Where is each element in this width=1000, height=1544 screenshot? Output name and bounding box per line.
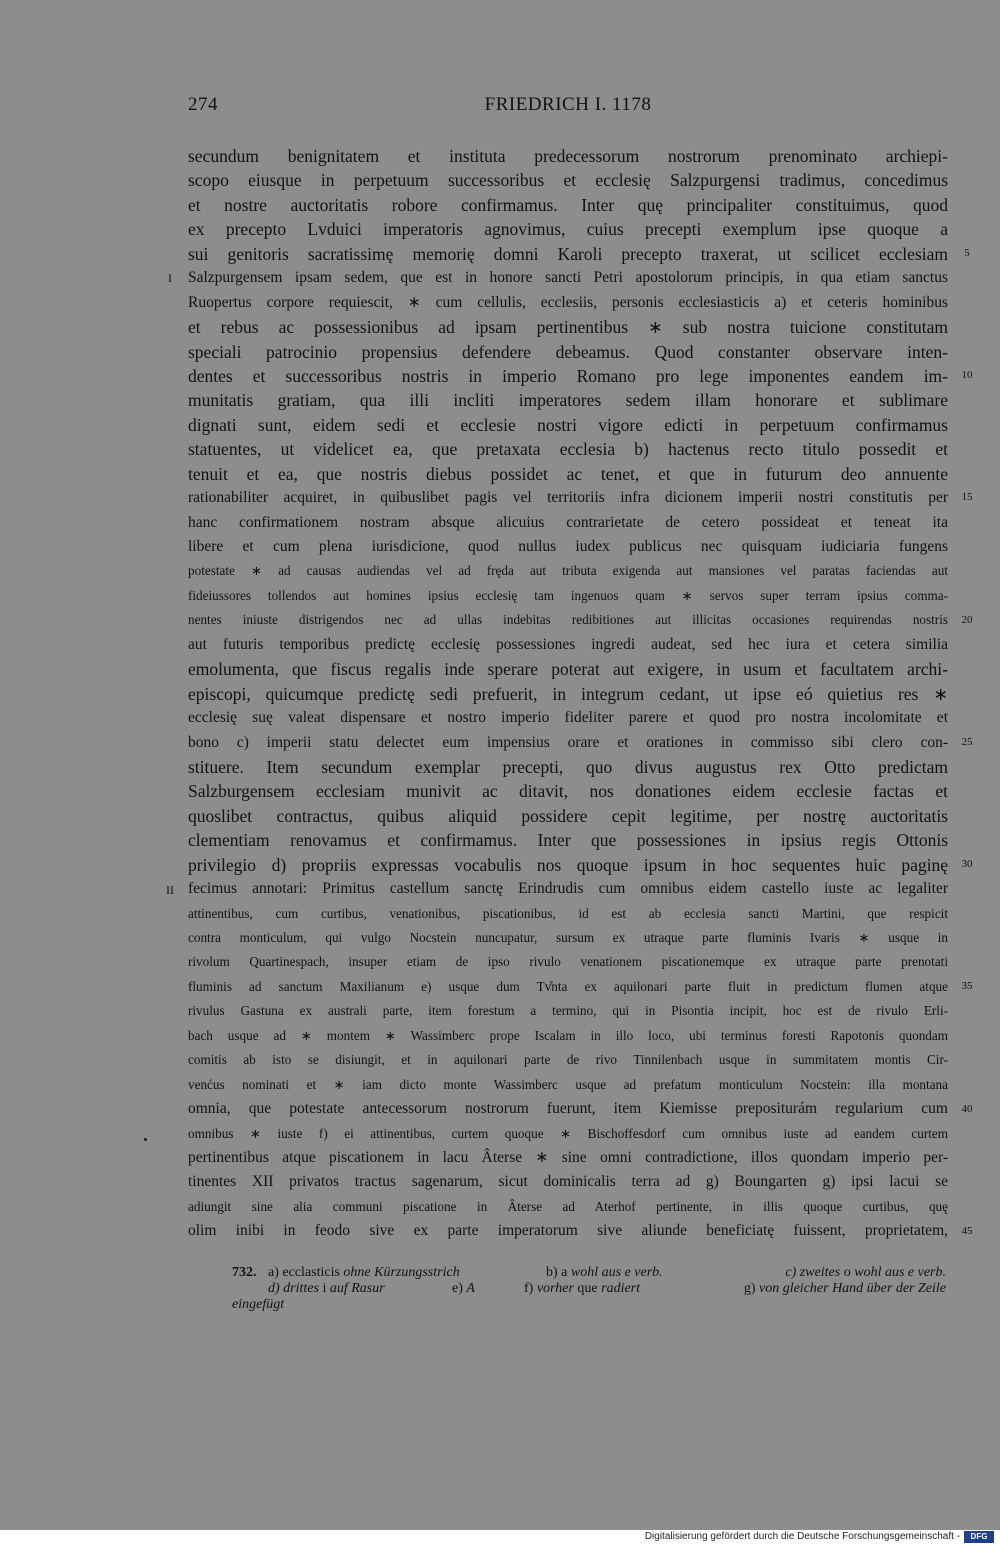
footnote-number: 732. bbox=[232, 1265, 257, 1280]
line-number: 35 bbox=[961, 980, 973, 993]
text-line: ex precepto Lvduici imperatoris agnovimus, cuius precepti exemplum ipse quoque a bbox=[188, 219, 948, 240]
text-line: fluminis ad sanctum Maxilianum e) usque dum Tv̊nta ex aquilonari parte fluit in predictum flumen atque bbox=[188, 978, 948, 994]
footnote-b: b) a wohl aus e verb. bbox=[546, 1265, 663, 1280]
text-line: nentes iniuste distrigendos nec ad ullas indebitas redibitiones aut illicitas occasiones requirendas nostris bbox=[188, 612, 948, 628]
text-line: sui genitoris sacratissimę memorię domni Karoli precepto traxerat, ut scilicet ecclesiam bbox=[188, 243, 948, 264]
text-line: dignati sunt, eidem sedi et ecclesie nostri vigore edicti in perpetuum confirmamus bbox=[188, 414, 948, 435]
text-line: olim inibi in feodo sive ex parte imperatorum sive aliunde beneficiatę fuissent, proprietatem, bbox=[188, 1222, 948, 1240]
text-line: contra monticulum, qui vulgo Nocstein nuncupatur, sursum ex utraque parte fluminis Ivaris ∗ usque in bbox=[188, 930, 948, 945]
text-line: episcopi, quicumque predictę sedi prefuerit, in integrum cedant, ut ipse eó quietius res ∗ bbox=[188, 683, 948, 704]
ink-speck bbox=[144, 1138, 147, 1141]
text-line: Salzpurgensem ipsam sedem, que est in honore sancti Petri apostolorum principis, in qua etiam sanctus bbox=[188, 269, 948, 287]
footnotes bbox=[232, 1265, 946, 1313]
text-line: scopo eiusque in perpetuum successoribus et ecclesię Salzpurgensi tradimus, concedimus bbox=[188, 170, 948, 191]
text-line: ecclesię suę valeat dispensare et nostro imperio fideliter parere et quod pro nostra incolomitate et bbox=[188, 709, 948, 727]
footnote-e: e) A bbox=[452, 1281, 475, 1296]
text-line: bono c) imperii statu delectet eum impensius orare et orationes in commisso sibi clero con- bbox=[188, 733, 948, 751]
footnote-c: c) zweites o wohl aus e verb. bbox=[785, 1265, 946, 1280]
text-line: munitatis gratiam, qua illi incliti imperatores sedem illam honorare et sublimare bbox=[188, 390, 948, 411]
page-number: 274 bbox=[188, 94, 218, 115]
text-line: fideiussores tollendos aut homines ipsius ecclesię tam ingenuos quam ∗ servos super terram ipsius comma- bbox=[188, 587, 948, 603]
text-line: secundum benignitatem et instituta predecessorum nostrorum prenominato archiepi- bbox=[188, 146, 948, 166]
text-line: attinentibus, cum curtibus, venationibus, piscationibus, id est ab ecclesia sancti Martini, que respicit bbox=[188, 905, 948, 921]
text-line: fecimus annotari: Primitus castellum sanctę Erindrudis cum omnibus eidem castello iuste ac legaliter bbox=[188, 880, 948, 898]
text-line: speciali patrocinio propensius defendere debeamus. Quod constanter observare inten- bbox=[188, 341, 948, 362]
line-number: 40 bbox=[961, 1102, 973, 1115]
footnote-row-3 bbox=[232, 1297, 946, 1313]
text-line: emolumenta, que fiscus regalis inde sperare poterat aut exigere, in usum et facultatem archi- bbox=[188, 659, 948, 680]
section-marker: I bbox=[168, 271, 172, 286]
funding-notice: Digitalisierung gefördert durch die Deutsche Forschungsgemeinschaft - bbox=[644, 1531, 960, 1542]
text-line: Ruopertus corpore requiescit, ∗ cum cellulis, ecclesiis, personis ecclesiasticis a) et ceteris hominibus bbox=[188, 293, 948, 311]
footnote-row-1 bbox=[232, 1265, 946, 1281]
footnote-f: f) vorher que radiert bbox=[524, 1281, 641, 1296]
text-line: adiungit sine alia communi piscatione in Âterse ad Aterhof pertinente, in illis quoque curtibus, quę bbox=[188, 1198, 948, 1214]
footnote-a: a) ecclasticis ohne Kürzungsstrich bbox=[268, 1265, 460, 1280]
charter-text bbox=[188, 144, 948, 1244]
running-title: FRIEDRICH I. 1178 bbox=[484, 94, 652, 115]
text-line: comitis ab isto se disiungit, et in aquilonari parte de rivo Tinnilenbach usque in summitatem montis Cir- bbox=[188, 1052, 948, 1068]
footnote-row-2 bbox=[232, 1281, 946, 1297]
text-line: tenuit et ea, que nostris diebus possidet ac tenet, et que in futurum deo annuente bbox=[188, 463, 948, 484]
text-line: venćus nominati et ∗ iam dicto monte Wassimberc usque ad prefatum monticulum Nocstein: illa montana bbox=[188, 1076, 948, 1092]
text-line: omnibus ∗ iuste f) ei attinentibus, curtem quoque ∗ Bischoffesdorf cum omnibus iuste ad eandem curtem bbox=[188, 1125, 948, 1141]
text-line: privilegio d) propriis expressas vocabulis nos quoque ipsum in hoc sequentes huic paginę bbox=[188, 854, 948, 875]
footnote-g-continued: eingefügt bbox=[232, 1297, 285, 1312]
text-line: bach usque ad ∗ montem ∗ Wassimberc prope Iscalam in illo loco, ubi terminus foresti Rapotonis quondam bbox=[188, 1027, 948, 1043]
text-line: rivulus Gastuna ex australi parte, item forestum a termino, qui in Pisontia incipit, hoc est de rivulo Erli- bbox=[188, 1003, 948, 1019]
text-line: dentes et successoribus nostris in imperio Romano pro lege imponentes eandem im- bbox=[188, 365, 948, 386]
dfg-logo: DFG bbox=[964, 1531, 994, 1543]
text-line: omnia, que potestate antecessorum nostrorum fuerunt, item Kiemisse prepositurám regularium cum bbox=[188, 1100, 948, 1118]
text-line: hanc confirmationem nostram absque alicuius contrarietate de cetero possideat et teneat ita bbox=[188, 513, 948, 531]
section-marker: II bbox=[166, 882, 174, 897]
line-number: 25 bbox=[961, 735, 973, 748]
text-line: pertinentibus atque piscationem in lacu Âterse ∗ sine omni contradictione, illos quondam imperio per- bbox=[188, 1148, 948, 1166]
footer-bar bbox=[0, 1530, 1000, 1544]
line-number: 20 bbox=[961, 613, 973, 626]
line-number: 10 bbox=[961, 369, 973, 382]
text-line: tinentes XII privatos tractus sagenarum, sicut dominicalis terra ad g) Boungarten g) ipsi lacui se bbox=[188, 1173, 948, 1191]
line-number: 45 bbox=[961, 1224, 973, 1237]
text-line: et nostre auctoritatis robore confirmamus. Inter quę principaliter constituimus, quod bbox=[188, 194, 948, 215]
text-line: stituere. Item secundum exemplar precepti, quo divus augustus rex Otto predictam bbox=[188, 756, 948, 777]
page-header bbox=[188, 94, 948, 120]
footnote-d: d) drittes i auf Rasur bbox=[268, 1281, 385, 1296]
line-number: 30 bbox=[961, 858, 973, 871]
footnote-g: g) von gleicher Hand über der Zeile bbox=[743, 1281, 946, 1296]
line-number: 5 bbox=[964, 246, 970, 259]
text-line: libere et cum plena iurisdicione, quod nullus iudex publicus nec quisquam iudiciaria fungens bbox=[188, 538, 948, 555]
text-line: clementiam renovamus et confirmamus. Inter que possessiones in ipsius regis Ottonis bbox=[188, 830, 948, 851]
line-number: 15 bbox=[961, 491, 973, 504]
text-line: et rebus ac possessionibus ad ipsam pertinentibus ∗ sub nostra tuicione constitutam bbox=[188, 317, 948, 338]
text-line: rationabiliter acquiret, in quibuslibet pagis vel territoriis infra dicionem imperii nostri constitutis per bbox=[188, 489, 948, 507]
text-line: aut futuris temporibus predictę ecclesię possessiones ingredi audeat, sed hec iura et cetera similia bbox=[188, 635, 948, 653]
text-line: Salzburgensem ecclesiam munivit ac ditavit, nos donationes eidem ecclesie factas et bbox=[188, 781, 948, 802]
text-line: quoslibet contractus, quibus aliquid possidere cepit legitime, per nostrę auctoritatis bbox=[188, 805, 948, 826]
text-line: rivolum Quartinespach, insuper etiam de ipso rivulo venationem piscationemque ex utraque parte prenotati bbox=[188, 954, 948, 970]
text-line: potestate ∗ ad causas audiendas vel ad fręda aut tributa exigenda aut mansiones vel paratas faciendas aut bbox=[188, 563, 948, 579]
text-line: statuentes, ut videlicet ea, que pretaxata ecclesia b) hactenus recto titulo possedit et bbox=[188, 439, 948, 460]
